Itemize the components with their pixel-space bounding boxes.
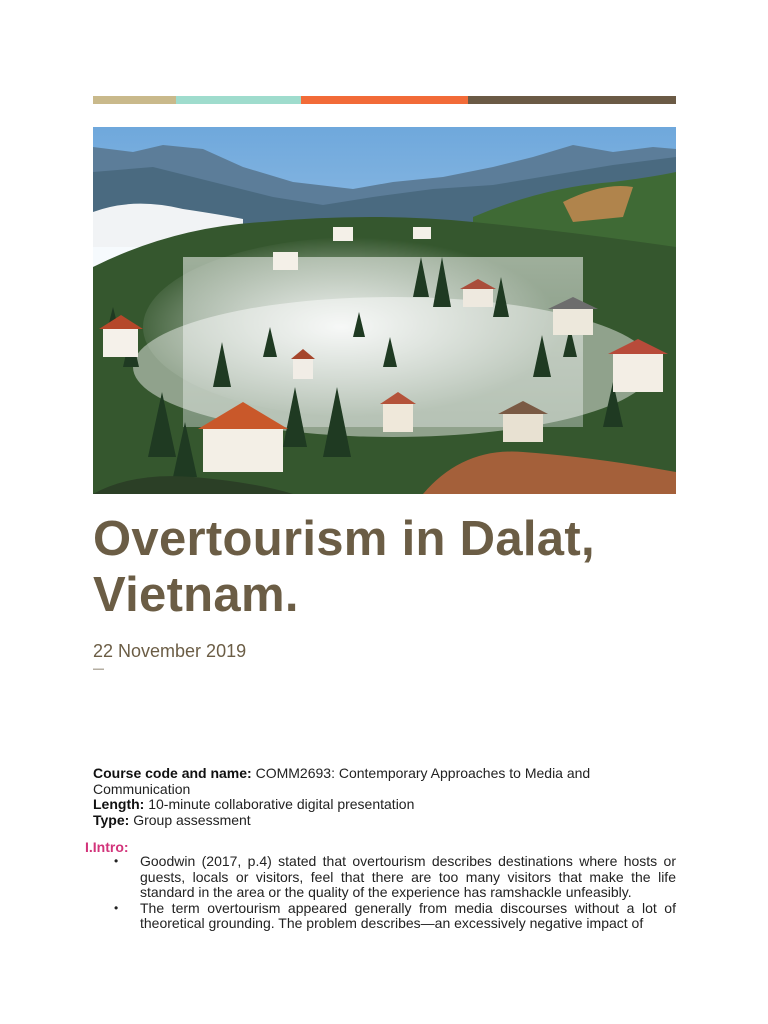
course-label: Course code and name:	[93, 765, 252, 781]
length-value: 10-minute collaborative digital presentation	[148, 796, 415, 812]
title-line-1: Overtourism in Dalat,	[93, 512, 595, 566]
color-accent-bar	[93, 96, 676, 104]
course-value: COMM2693: Contemporary Approaches to Media and Communication	[93, 765, 591, 797]
type-label: Type:	[93, 811, 130, 828]
document-title	[93, 511, 693, 623]
list-item: • Goodwin (2017, p.4) stated that overtourism describes destinations where hosts or guests, locals or visitors, feel that there are too many visitors that make the life standard in the area or the quality of the experience has ramshackle unfeasibly.	[112, 854, 676, 901]
document-date: 22 November 2019	[93, 641, 247, 661]
bar-segment-4	[468, 96, 676, 104]
date-dash: —	[93, 663, 104, 675]
list-item: • The term overtourism appeared generally from media discourses without a lot of theoretical grounding. The problem describes—an excessively negative impact of	[112, 901, 676, 932]
title-line-2: Vietnam.	[93, 568, 299, 622]
bar-segment-1	[93, 96, 176, 104]
course-row	[93, 766, 633, 797]
type-value: Group assessment	[133, 811, 251, 828]
bar-segment-3	[301, 96, 468, 104]
assignment-meta	[93, 766, 633, 828]
hero-photo	[93, 127, 676, 494]
intro-bullet-list	[112, 854, 676, 932]
length-label: Length:	[93, 796, 145, 812]
bar-segment-2	[176, 96, 301, 104]
type-row	[93, 813, 633, 829]
length-row	[93, 797, 633, 813]
section-heading-intro: I.Intro:	[85, 839, 129, 855]
